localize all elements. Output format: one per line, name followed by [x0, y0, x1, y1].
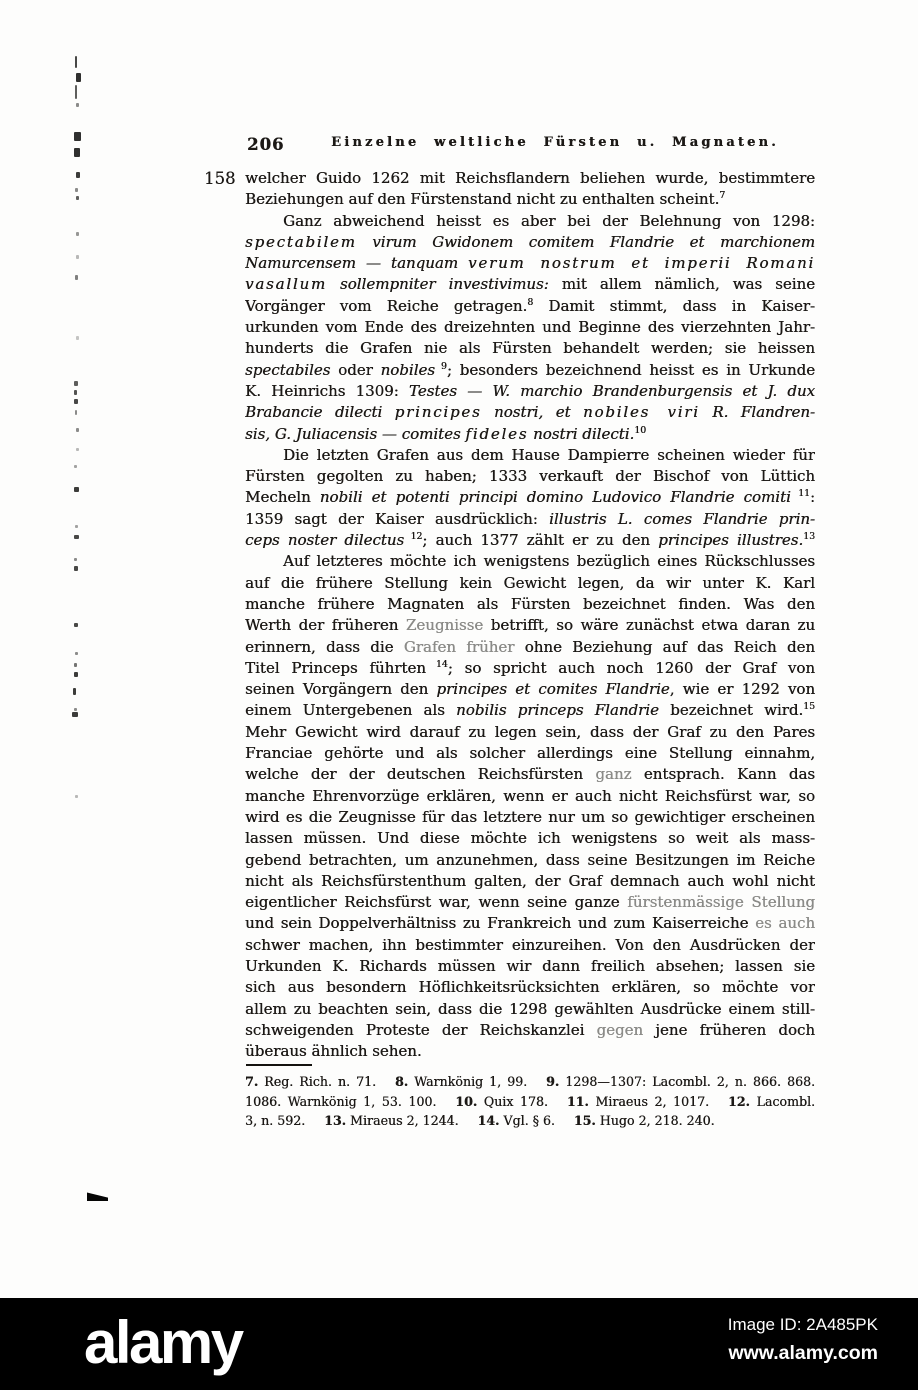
text-line: manche frühere Magnaten als Fürsten bezeichnet finden. Was den: [245, 594, 815, 613]
text-line: Auf letzteres möchte ich wenigstens bezüglich eines Rückschlusses: [283, 552, 815, 571]
footnotes-block: [245, 1072, 815, 1131]
text-line: manche Ehrenvorzüge erklären, wenn er auch nicht Reichsfürst war, so: [245, 786, 815, 805]
scan-speck: [75, 85, 77, 99]
text-line: 7. Reg. Rich. n. 71. 8. Warnkönig 1, 99. 9. 1298—1307: Lacombl. 2, n. 866. 868.: [245, 1074, 815, 1089]
text-line: 1086. Warnkönig 1, 53. 100. 10. Quix 178. 11. Miraeus 2, 1017. 12. Lacombl.: [245, 1093, 815, 1109]
text-line: spectabiles oder nobiles $^9$; besonders bezeichnend heisst es in Urkunde: [245, 360, 815, 379]
text-line: ceps noster dilectus $^{12}$; auch 1377 zählt er zu den principes illustres.$^{13}$: [245, 531, 815, 550]
scan-speck: [72, 712, 78, 717]
text-line: Werth der früheren Zeugnisse betrifft, so wäre zunächst etwa daran zu: [245, 616, 815, 635]
scan-speck: [74, 132, 81, 141]
text-line: Mecheln nobili et potenti principi domino Ludovico Flandrie comiti $^{11}$:: [245, 488, 815, 507]
scan-speck: [76, 196, 79, 200]
text-line: Franciae gehörte und als solcher allerdings eine Stellung einnahm,: [245, 744, 815, 763]
scan-speck: [76, 103, 79, 107]
scan-speck: [74, 623, 78, 627]
text-line: erinnern, dass die Grafen früher ohne Beziehung auf das Reich den: [245, 637, 815, 656]
scan-speck: [74, 148, 80, 157]
text-line: und sein Doppelverhältniss zu Frankreich und zum Kaiserreiche es auch: [245, 914, 815, 933]
watermark-bar: [0, 1298, 918, 1390]
scan-speck: [75, 410, 77, 415]
scan-speck: [74, 708, 77, 711]
text-line: Titel Princeps führten $^{14}$; so spricht auch noch 1260 der Graf von: [245, 658, 815, 677]
scan-speck: [74, 465, 77, 468]
scan-speck: [74, 672, 78, 677]
scan-speck: [76, 336, 79, 340]
watermark-info: [728, 1315, 878, 1365]
scan-speck: [74, 663, 77, 667]
text-line: 1359 sagt der Kaiser ausdrücklich: illustris L. comes Flandrie prin-: [245, 509, 815, 528]
text-line: überaus ähnlich sehen.: [245, 1042, 422, 1061]
text-line: schweigenden Proteste der Reichskanzlei gegen jene früheren doch: [245, 1020, 815, 1039]
running-header: [245, 135, 817, 157]
text-line: hunderts die Grafen nie als Fürsten behandelt werden; sie heissen: [245, 339, 815, 358]
text-line: spectabilem virum Gwidonem comitem Flandrie et marchionem: [245, 232, 815, 251]
scan-speck: [76, 172, 80, 178]
scan-speck: [75, 188, 78, 192]
text-line: schwer machen, ihn bestimmter einzureihen. Von den Ausdrücken der: [245, 935, 815, 954]
margin-section-number: 158: [204, 169, 236, 188]
scan-speck: [75, 795, 78, 798]
text-line: vasallum sollempniter investivimus: mit allem nämlich, was seine: [245, 275, 815, 294]
text-line: sis, G. Juliacensis — comites fideles nostri dilecti.$^{10}$: [245, 424, 647, 443]
scan-speck: [74, 566, 78, 571]
printers-wedge-mark: [87, 1192, 108, 1201]
text-line: Ganz abweichend heisst es aber bei der Belehnung von 1298:: [283, 211, 815, 230]
text-line: gebend betrachten, um anzunehmen, dass seine Besitzungen im Reiche: [245, 850, 815, 869]
text-line: Urkunden K. Richards müssen wir dann freilich absehen; lassen sie: [245, 956, 815, 975]
text-line: eigentlicher Reichsfürst war, wenn seine ganze fürstenmässige Stellung: [245, 893, 815, 912]
scan-speck: [76, 428, 79, 432]
scan-speck: [74, 535, 79, 539]
text-line: lassen müssen. Und diese möchte ich wenigstens so weit als mass-: [245, 829, 815, 848]
text-line: Die letzten Grafen aus dem Hause Dampierre scheinen wieder für: [283, 445, 815, 464]
body-text-block: [245, 168, 815, 1062]
scan-speck: [74, 390, 77, 395]
scan-speck: [73, 688, 76, 695]
footnote-separator-rule: [246, 1064, 312, 1066]
running-header-title: Einzelne weltliche Fürsten u. Magnaten.: [331, 135, 779, 150]
image-id-text: Image ID: 2A485PK: [727, 1315, 878, 1334]
scan-speck: [75, 275, 78, 280]
text-line: 3, n. 592. 13. Miraeus 2, 1244. 14. Vgl. § 6. 15. Hugo 2, 218. 240.: [245, 1113, 715, 1128]
text-line: welcher Guido 1262 mit Reichsflandern beliehen wurde, bestimmtere: [245, 169, 815, 187]
text-line: K. Heinrichs 1309: Testes — W. marchio Brandenburgensis et J. dux: [245, 381, 815, 400]
scan-speck: [75, 56, 77, 68]
text-line: Brabancie dilecti principes nostri, et nobiles viri R. Flandren-: [245, 403, 815, 422]
scan-speck: [74, 558, 77, 561]
text-line: sich aus besondern Höflichkeitsrücksichten erklären, so möchte vor: [245, 978, 815, 997]
scan-speck: [74, 399, 78, 404]
text-line: Mehr Gewicht wird darauf zu legen sein, dass der Graf zu den Pares: [245, 722, 815, 741]
alamy-logo: alamy: [84, 1309, 242, 1376]
alamy-url-text: www.alamy.com: [728, 1342, 878, 1364]
scan-speck: [76, 448, 79, 451]
text-line: Namurcensem — tanquam verum nostrum et imperii Romani: [245, 254, 815, 273]
scan-speck: [75, 652, 78, 655]
scan-speck: [75, 525, 78, 528]
scan-speck: [76, 255, 79, 259]
scan-speck: [76, 232, 79, 236]
text-line: welche der der deutschen Reichsfürsten ganz entsprach. Kann das: [245, 765, 815, 784]
text-line: einem Untergebenen als nobilis princeps Flandrie bezeichnet wird.$^{15}$: [245, 701, 815, 720]
scan-speck: [74, 381, 78, 386]
text-line: allem zu beachten sein, dass die 1298 gewählten Ausdrücke einem still-: [245, 999, 815, 1018]
scan-speck: [74, 487, 79, 492]
scan-speck: [76, 73, 81, 82]
text-line: auf die frühere Stellung kein Gewicht legen, da wir unter K. Karl: [245, 573, 815, 592]
text-line: nicht als Reichsfürstenthum galten, der Graf demnach auch wohl nicht: [245, 871, 815, 890]
text-line: Vorgänger vom Reiche getragen.$^8$ Damit stimmt, dass in Kaiser-: [245, 296, 815, 315]
page-number: 206: [247, 135, 285, 154]
text-line: Beziehungen auf den Fürstenstand nicht zu enthalten scheint.$^7$: [245, 190, 726, 209]
text-line: Fürsten gegolten zu haben; 1333 verkauft der Bischof von Lüttich: [245, 467, 815, 486]
text-line: seinen Vorgängern den principes et comites Flandrie, wie er 1292 von: [245, 680, 815, 699]
text-line: urkunden vom Ende des dreizehnten und Beginne des vierzehnten Jahr-: [245, 318, 815, 337]
text-line: wird es die Zeugnisse für das letztere nur um so gewichtiger erscheinen: [245, 807, 815, 826]
